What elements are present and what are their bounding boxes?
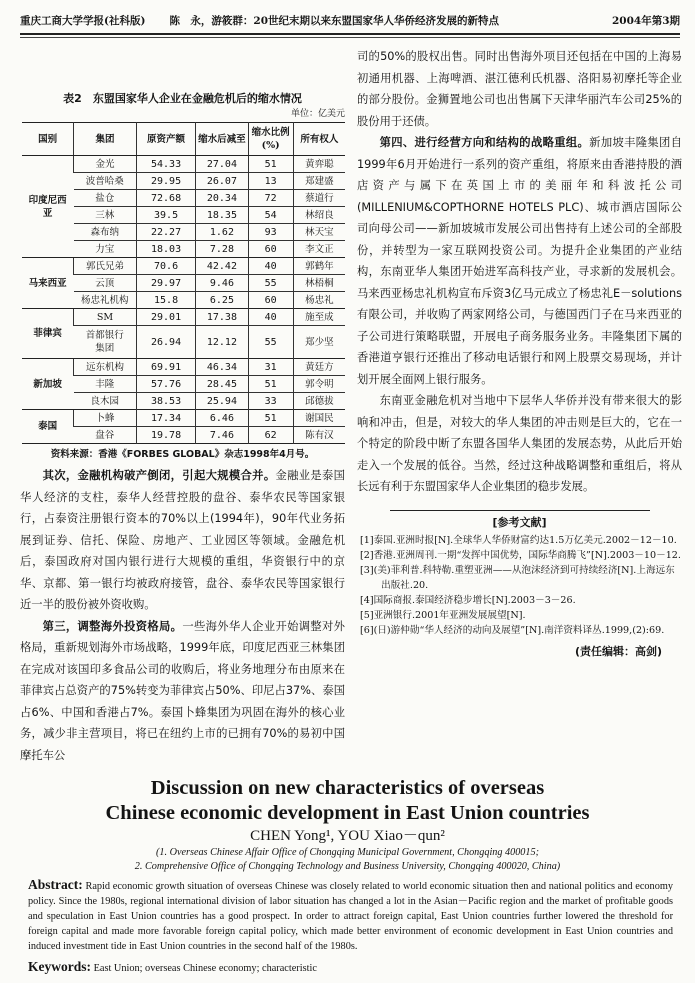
owner-cell: 施至成 bbox=[293, 309, 345, 326]
original-assets-cell: 54.33 bbox=[136, 156, 195, 173]
group-cell: 森布纳 bbox=[74, 224, 137, 241]
owner-cell: 谢国民 bbox=[293, 410, 345, 427]
table-row bbox=[22, 156, 345, 173]
shrink-ratio-cell: 40 bbox=[248, 309, 293, 326]
shrink-ratio-cell: 31 bbox=[248, 359, 293, 376]
group-cell: 杨忠礼机构 bbox=[74, 292, 137, 309]
original-assets-cell: 29.01 bbox=[136, 309, 195, 326]
reduced-assets-cell: 25.94 bbox=[196, 393, 248, 410]
reduced-assets-cell: 17.38 bbox=[196, 309, 248, 326]
english-title-line2: Chinese economic development in East Union countries bbox=[105, 802, 590, 824]
owner-cell: 郑少坚 bbox=[293, 326, 345, 359]
original-assets-cell: 18.03 bbox=[136, 241, 195, 258]
paragraph: 司的50%的股权出售。同时出售海外项目还包括在中国的上海易初通用机器、上海啤酒、湛江德利氏机器、洛阳易初摩托等企业的部分股份。金狮置地公司也出售属下天津华丽汽车公司25%的股份用于还债。 bbox=[357, 50, 682, 128]
column-header: 集团 bbox=[74, 123, 137, 156]
reference-item: [2]香港.亚洲周刊.一期“发挥中国优势，国际华商腾飞”[N].2003－10－12. bbox=[360, 549, 681, 561]
two-column-body bbox=[20, 0, 682, 766]
original-assets-cell: 39.5 bbox=[136, 207, 195, 224]
shrink-ratio-cell: 40 bbox=[248, 258, 293, 275]
original-assets-cell: 57.76 bbox=[136, 376, 195, 393]
abstract-label: Abstract: bbox=[28, 877, 83, 892]
original-assets-cell: 15.8 bbox=[136, 292, 195, 309]
reference-item: [3](美)菲利普.科特勒.重塑亚洲——从泡沫经济到可持续经济[N].上海远东出版社.20. bbox=[360, 564, 675, 591]
owner-cell: 郑建盛 bbox=[293, 173, 345, 190]
paragraph-body: 金融业是泰国华人经济的支柱，泰华人经营控股的盘谷、泰华农民等国家银行，占泰资注册银行资本的70%以上(1994年)，90年代业务拓展到证券、信托、保险、房地产、工业园区等领域。金融危机后，泰国政府对国内银行进行大规模的重组，华资银行中的京华、京都、第一银行均被政府接管，盘谷、泰华农民等国家银行近一半的股份被外资收购。 bbox=[20, 469, 345, 611]
shrink-ratio-cell: 55 bbox=[248, 275, 293, 292]
table-row bbox=[22, 359, 345, 376]
owner-cell: 邱德拔 bbox=[293, 393, 345, 410]
english-authors: CHEN Yong¹, YOU Xiao－qun² bbox=[250, 828, 445, 844]
shrink-ratio-cell: 51 bbox=[248, 410, 293, 427]
group-cell: 盘谷 bbox=[74, 427, 137, 444]
original-assets-cell: 22.27 bbox=[136, 224, 195, 241]
references-list bbox=[360, 533, 682, 638]
owner-cell: 郭鹤年 bbox=[293, 258, 345, 275]
column-header: 缩水后减至 bbox=[196, 123, 248, 156]
group-cell: SM bbox=[74, 309, 137, 326]
shrink-ratio-cell: 60 bbox=[248, 292, 293, 309]
group-cell: 金光 bbox=[74, 156, 137, 173]
group-cell: 丰隆 bbox=[74, 376, 137, 393]
column-header: 国别 bbox=[22, 123, 74, 156]
group-cell: 云顶 bbox=[74, 275, 137, 292]
country-cell: 新加坡 bbox=[22, 359, 74, 410]
owner-cell: 黄廷方 bbox=[293, 359, 345, 376]
country-cell: 马来西亚 bbox=[22, 258, 74, 309]
english-title-line1: Discussion on new characteristics of overseas bbox=[150, 777, 545, 799]
shrink-ratio-cell: 60 bbox=[248, 241, 293, 258]
group-cell: 盐仓 bbox=[74, 190, 137, 207]
group-cell: 三林 bbox=[74, 207, 137, 224]
table-row bbox=[22, 410, 345, 427]
right-column-wrapper bbox=[357, 46, 682, 660]
paragraph-lead: 第三，调整海外投资格局。 bbox=[42, 619, 183, 633]
reduced-assets-cell: 1.62 bbox=[196, 224, 248, 241]
shrink-ratio-cell: 72 bbox=[248, 190, 293, 207]
paragraph bbox=[20, 465, 345, 616]
original-assets-cell: 26.94 bbox=[136, 326, 195, 359]
original-assets-cell: 69.91 bbox=[136, 359, 195, 376]
table-caption: 表2 东盟国家华人企业在金融危机后的缩水情况 bbox=[63, 92, 302, 105]
original-assets-cell: 70.6 bbox=[136, 258, 195, 275]
right-column bbox=[357, 46, 682, 498]
left-column bbox=[20, 465, 345, 766]
reduced-assets-cell: 7.46 bbox=[196, 427, 248, 444]
shrink-ratio-cell: 13 bbox=[248, 173, 293, 190]
reduced-assets-cell: 20.34 bbox=[196, 190, 248, 207]
group-cell: 波普哈桑 bbox=[74, 173, 137, 190]
reference-item: [4]国际商报.泰国经济稳步增长[N].2003－3－26. bbox=[360, 594, 576, 606]
reduced-assets-cell: 9.46 bbox=[196, 275, 248, 292]
reduced-assets-cell: 27.04 bbox=[196, 156, 248, 173]
paragraph-lead: 其次，金融机构破产倒闭，引起大规模合并。 bbox=[42, 469, 276, 482]
country-cell: 泰国 bbox=[22, 410, 74, 444]
paragraph bbox=[20, 616, 345, 767]
group-cell: 首都银行集团 bbox=[74, 326, 137, 359]
table-unit: 单位：亿美元 bbox=[290, 109, 345, 119]
reduced-assets-cell: 46.34 bbox=[196, 359, 248, 376]
shrink-ratio-cell: 93 bbox=[248, 224, 293, 241]
column-header: 所有权人 bbox=[293, 123, 345, 156]
affiliation-2: 2. Comprehensive Office of Chongqing Technology and Business University, Chongqing 400020, China) bbox=[134, 861, 561, 872]
keywords-label: Keywords: bbox=[28, 959, 91, 974]
paragraph-body: 新加坡丰隆集团自1999年6月开始进行一系列的资产重组，将原来由香港持股的酒店资产与属下在英国上市的美丽年和科波托公司(MILLENIUM&COPTHORNE HOTELS PLC)、城市酒店国际公司向母公司——新加坡城市发展公司出售持有上述公司的全部股份，并转型为一家互联网投资公司。为提升企业集团的产业结构，东南亚华人集团开始进军高科技产业，寻求新的发展机会。马来西亚杨忠礼机构宣布斥资3亿马元成立了杨忠礼E－solutions有限公司，并收购了两家网络公司，与德国西门子在马来西亚的子公司进行策略联盟，开展电子商务服务业务。丰隆集团下属的香港道亨银行还推出了移动电话银行和网上股票交易现场，并计划开展全面网上银行服务。 bbox=[357, 136, 682, 386]
reduced-assets-cell: 42.42 bbox=[196, 258, 248, 275]
references-rule bbox=[390, 510, 650, 511]
left-column-wrapper bbox=[20, 46, 345, 766]
paragraph: 东南亚金融危机对当地中下层华人华侨并没有带来很大的影响和冲击，但是，对较大的华人集团的冲击则是巨大的，它在一个特定的阶段中断了东盟各国华人集团的发展态势，从此后开始走入一个发展的低谷。当然，经过这种战略调整和重组后，将从长远有利于东盟国家华人企业集团的稳步发展。 bbox=[357, 394, 682, 493]
reduced-assets-cell: 26.07 bbox=[196, 173, 248, 190]
shrink-ratio-cell: 55 bbox=[248, 326, 293, 359]
owner-cell: 蔡道行 bbox=[293, 190, 345, 207]
group-cell: 良木园 bbox=[74, 393, 137, 410]
reference-item: [1]泰国.亚洲时报[N].全球华人华侨财富约达1.5万亿美元.2002－12－10. bbox=[360, 534, 677, 546]
owner-cell: 林绍良 bbox=[293, 207, 345, 224]
group-cell: 力宝 bbox=[74, 241, 137, 258]
reduced-assets-cell: 18.35 bbox=[196, 207, 248, 224]
table-row bbox=[22, 309, 345, 326]
original-assets-cell: 38.53 bbox=[136, 393, 195, 410]
reduced-assets-cell: 6.46 bbox=[196, 410, 248, 427]
original-assets-cell: 72.68 bbox=[136, 190, 195, 207]
owner-cell: 陈有汉 bbox=[293, 427, 345, 444]
english-section bbox=[0, 776, 695, 983]
responsible-editor: (责任编辑：高剑) bbox=[574, 644, 662, 658]
owner-cell: 黄弈聪 bbox=[293, 156, 345, 173]
reference-item: [5]亚洲银行.2001年亚洲发展展望[N]. bbox=[360, 609, 526, 621]
group-cell: 卜蜂 bbox=[74, 410, 137, 427]
english-keywords bbox=[28, 958, 673, 977]
country-cell: 菲律宾 bbox=[22, 309, 74, 359]
country-cell: 印度尼西亚 bbox=[22, 156, 74, 258]
column-header: 原资产额 bbox=[136, 123, 195, 156]
owner-cell: 林天宝 bbox=[293, 224, 345, 241]
journal-name: 重庆工商大学学报(社科版) bbox=[20, 14, 146, 27]
shrink-ratio-cell: 62 bbox=[248, 427, 293, 444]
data-table bbox=[22, 122, 345, 444]
original-assets-cell: 29.95 bbox=[136, 173, 195, 190]
group-cell: 远东机构 bbox=[74, 359, 137, 376]
shrink-ratio-cell: 33 bbox=[248, 393, 293, 410]
group-cell: 郭氏兄弟 bbox=[74, 258, 137, 275]
issue-number: 2004年第3期 bbox=[611, 14, 680, 27]
article-running-title: 陈 永，游筱群：20世纪末期以来东盟国家华人华侨经济发展的新特点 bbox=[169, 14, 500, 27]
table-source-note: 资料来源：香港《FORBES GLOBAL》杂志1998年4月号。 bbox=[50, 449, 315, 460]
paragraph bbox=[357, 132, 682, 390]
paragraph-body: 一些海外华人企业开始调整对外格局，重新规划海外市场战略，1999年底，印度尼西亚三林集团在完成对该国印多食品公司的收购后，将业务地理分布由原来在菲律宾占总资产的75%转变为菲律宾占50%、印尼占37%、泰国占6%、中国和香港占7%。泰国卜蜂集团为巩固在海外的核心业务，减少非主营项目，将已在纽约上市的已拥有70%的易初中国摩托车公 bbox=[20, 619, 345, 762]
english-abstract bbox=[28, 877, 673, 954]
reduced-assets-cell: 7.28 bbox=[196, 241, 248, 258]
table-header-row bbox=[22, 123, 345, 156]
reduced-assets-cell: 28.45 bbox=[196, 376, 248, 393]
reduced-assets-cell: 6.25 bbox=[196, 292, 248, 309]
owner-cell: 杨忠礼 bbox=[293, 292, 345, 309]
references-heading: [参考文献] bbox=[492, 515, 547, 529]
shrink-ratio-cell: 51 bbox=[248, 376, 293, 393]
shrink-ratio-cell: 51 bbox=[248, 156, 293, 173]
reference-item: [6](日)游仲勋“华人经济的动向及展望”[N].南洋资料译丛.1999,(2):69. bbox=[360, 624, 665, 636]
owner-cell: 郭令明 bbox=[293, 376, 345, 393]
keywords-text: East Union; overseas Chinese economy; characteristic bbox=[93, 963, 317, 974]
original-assets-cell: 29.97 bbox=[136, 275, 195, 292]
original-assets-cell: 17.34 bbox=[136, 410, 195, 427]
affiliation-1: (1. Overseas Chinese Affair Office of Chongqing Municipal Government, Chongqing 400015; bbox=[156, 847, 539, 858]
table-row bbox=[22, 258, 345, 275]
shrink-ratio-cell: 54 bbox=[248, 207, 293, 224]
owner-cell: 李文正 bbox=[293, 241, 345, 258]
original-assets-cell: 19.78 bbox=[136, 427, 195, 444]
abstract-text: Rapid economic growth situation of overseas Chinese was closely related to world economic situation then and national politics and economy policy. Since the 1980s, regional international division of labor situation has changed a lot in the Asian－Pacific region and the market of profitable goods and speculation in East Union countries has a good prospect. In order to attract foreign capital, East Union countries further lowered the threshold for foreign capital and made more favorable foreign capital policy, which made better environment of economic development in East Union countries and induced investment tide in East Union countries in the second half of the 1980s. bbox=[28, 881, 674, 952]
owner-cell: 林梧桐 bbox=[293, 275, 345, 292]
column-header: 缩水比例(%) bbox=[248, 123, 293, 156]
reduced-assets-cell: 12.12 bbox=[196, 326, 248, 359]
paragraph-lead: 第四、进行经营方向和结构的战略重组。 bbox=[379, 136, 590, 149]
